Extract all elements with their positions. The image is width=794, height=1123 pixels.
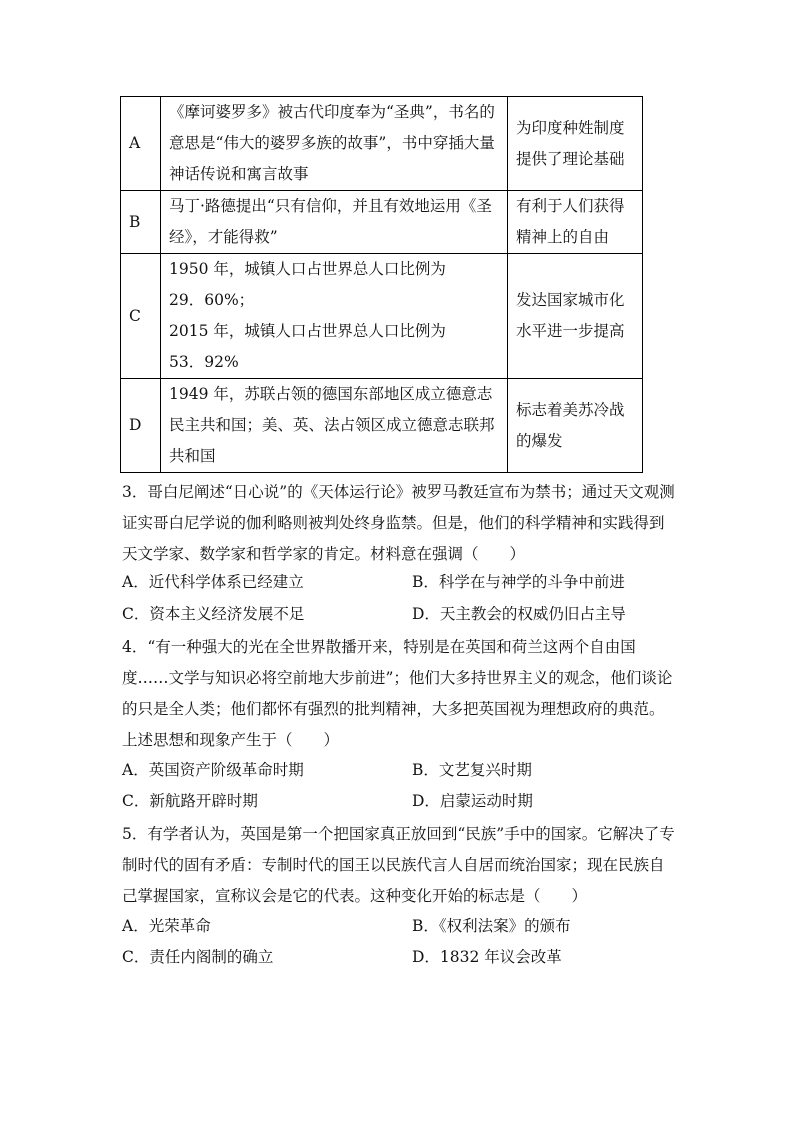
content-line: 1950 年，城镇人口占世界总人口比例为 bbox=[169, 260, 446, 278]
table-row bbox=[121, 254, 643, 379]
question-5-option-b[interactable]: B．《权利法案》的颁布 bbox=[412, 917, 571, 935]
row-content: 《摩诃婆罗多》被古代印度奉为“圣典”，书名的意思是“伟大的婆罗多族的故事”，书中穿插大量神话传说和寓言故事 bbox=[161, 97, 508, 191]
row-content: 马丁·路德提出“只有信仰，并且有效地运用《圣经》，才能得救” bbox=[161, 191, 508, 254]
question-3-option-b[interactable]: B．科学在与神学的斗争中前进 bbox=[412, 573, 625, 591]
question-5-option-d[interactable]: D．1832 年议会改革 bbox=[412, 948, 562, 966]
row-result: 标志着美苏冷战的爆发 bbox=[508, 379, 643, 473]
row-letter: B bbox=[121, 191, 161, 254]
question-4-option-c[interactable]: C．新航路开辟时期 bbox=[122, 792, 258, 810]
question-5-option-a[interactable]: A．光荣革命 bbox=[122, 917, 211, 935]
question-5-option-c[interactable]: C．责任内阁制的确立 bbox=[122, 948, 274, 966]
question-3-stem: 3．哥白尼阐述“日心说”的《天体运行论》被罗马教廷宣布为禁书；通过天文观测证实哥白尼学说的伽利略则被判处终身监禁。但是，他们的科学精神和实践得到天文学家、数学家和哲学家的肯定。材料意在强调（ ） bbox=[122, 483, 675, 563]
content-line: 29．60%； bbox=[169, 291, 255, 309]
question-4-stem: 4．“有一种强大的光在全世界散播开来，特别是在英国和荷兰这两个自由国度……文学与知识必将空前地大步前进”；他们大多持世界主义的观念，他们谈论的只是全人类；他们都怀有强烈的批判精神，大多把英国视为理想政府的典范。上述思想和现象产生于（ ） bbox=[122, 638, 673, 749]
row-result: 有利于人们获得精神上的自由 bbox=[508, 191, 643, 254]
question-4-option-b[interactable]: B．文艺复兴时期 bbox=[412, 761, 532, 779]
options-table bbox=[120, 96, 643, 473]
question-5-stem: 5．有学者认为，英国是第一个把国家真正放回到“民族”手中的国家。它解决了专制时代的固有矛盾：专制时代的国王以民族代言人自居而统治国家；现在民族自己掌握国家，宣称议会是它的代表。这种变化开始的标志是（ ） bbox=[122, 825, 675, 905]
row-content bbox=[161, 254, 508, 379]
row-result: 为印度种姓制度提供了理论基础 bbox=[508, 97, 643, 191]
row-letter: C bbox=[121, 254, 161, 379]
row-letter: A bbox=[121, 97, 161, 191]
row-letter: D bbox=[121, 379, 161, 473]
table-row bbox=[121, 379, 643, 473]
question-4-option-a[interactable]: A．英国资产阶级革命时期 bbox=[122, 761, 304, 779]
content-line: 53．92% bbox=[169, 353, 239, 371]
question-3-option-c[interactable]: C．资本主义经济发展不足 bbox=[122, 605, 305, 623]
question-4-option-d[interactable]: D．启蒙运动时期 bbox=[412, 792, 533, 810]
content-line: 2015 年，城镇人口占世界总人口比例为 bbox=[169, 322, 446, 340]
question-3-option-a[interactable]: A．近代科学体系已经建立 bbox=[122, 573, 304, 591]
question-3-option-d[interactable]: D．天主教会的权威仍旧占主导 bbox=[412, 605, 626, 623]
row-result: 发达国家城市化水平进一步提高 bbox=[508, 254, 643, 379]
table-row bbox=[121, 97, 643, 191]
row-content: 1949 年，苏联占领的德国东部地区成立德意志民主共和国；美、英、法占领区成立德意志联邦共和国 bbox=[161, 379, 508, 473]
table-row bbox=[121, 191, 643, 254]
